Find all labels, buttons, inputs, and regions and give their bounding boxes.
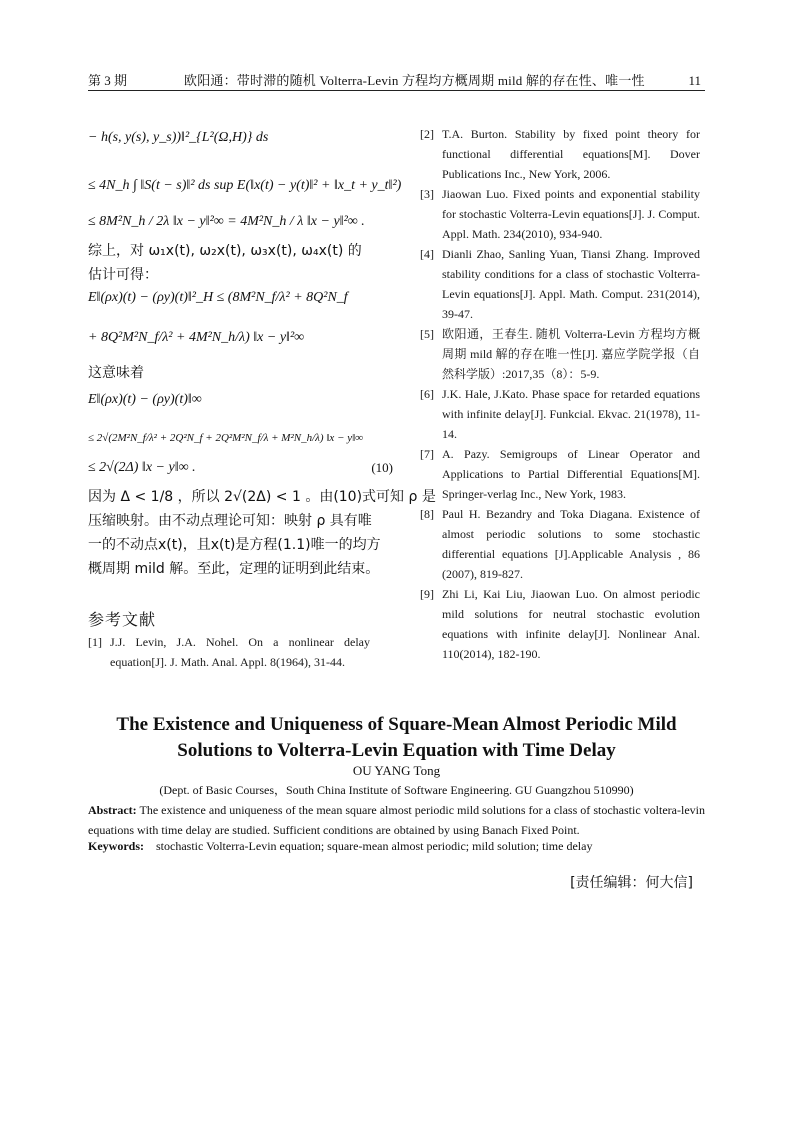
editor-note: [责任编辑：何大信] (570, 875, 693, 891)
abstract-text: The existence and uniqueness of the mean square almost periodic mild solutions for a class of stochastic voltera-levin equations with time delay are studied. Sufficient conditions are obtained by using Banach Fixed Point. (88, 803, 705, 837)
text-line-1: 综上，对 ω₁x(t), ω₂x(t), ω₃x(t), ω₄x(t) 的 (88, 243, 362, 259)
equation-line-2: ≤ 4N_h ∫ ‖S(t − s)‖² ds sup E(‖x(t) − y(t)‖² + ‖x_t + y_t‖²) (88, 178, 402, 193)
reference-item: [9] Zhi Li, Kai Liu, Jiaowan Luo. On almost periodic mild solutions for neutral stochastic evolution equations with infinite delay[J]. Nonlinear Anal. 110(2014), 182-190. (420, 587, 700, 661)
english-affiliation: (Dept. of Basic Courses，South China Institute of Software Engineering. GU Guangzhou 510990) (159, 783, 634, 797)
equation-line-4: E‖(ρx)(t) − (ρy)(t)‖²_H ≤ (8M²N_f/λ² + 8Q²N_f (88, 290, 348, 305)
english-abstract (88, 800, 705, 840)
english-author: OU YANG Tong (352, 763, 441, 778)
reference-item: [1] J.J. Levin, J.A. Nohel. On a nonlinear delay equation[J]. J. Math. Anal. Appl. 8(1964), 31-44. (88, 635, 370, 669)
text-line-2: 估计可得： (88, 267, 158, 283)
reference-item: [7] A. Pazy. Semigroups of Linear Operator and Applications to Partial Differential Equations[M]. Springer-verlag Inc., New York, 1983. (420, 447, 700, 501)
running-header (88, 72, 705, 91)
text-line-7: 概周期 mild 解。至此，定理的证明到此结束。 (88, 561, 380, 577)
text-line-3: 这意味着 (88, 365, 144, 381)
text-line-6: 一的不动点x(t)，且x(t)是方程(1.1)唯一的均方 (88, 537, 381, 553)
keywords-text: stochastic Volterra-Levin equation; square-mean almost periodic; mild solution; time delay (156, 839, 593, 853)
equation-line-1: − h(s, y(s), y_s))‖²_{L²(Ω,H)} ds (88, 130, 269, 145)
equation-line-6: E‖(ρx)(t) − (ρy)(t)‖∞ (88, 392, 202, 407)
text-line-5: 压缩映射。由不动点理论可知：映射 ρ 具有唯 (88, 513, 372, 529)
equation-number: (10) (371, 460, 393, 475)
page-number: 11 (688, 73, 701, 88)
text-line-4: 因为 Δ < 1/8 ，所以 2√(2Δ) < 1 。由(10)式可知 ρ 是 (88, 489, 436, 505)
equation-line-5: + 8Q²M²N_f/λ² + 4M²N_h/λ) ‖x − y‖²∞ (88, 330, 305, 345)
reference-item: [8] Paul H. Bezandry and Toka Diagana. Existence of almost periodic solutions to some stochastic differential equations [J].Applicable Analysis , 86 (2007), 819-827. (420, 507, 700, 581)
keywords-label: Keywords: (88, 839, 144, 853)
abstract-label: Abstract: (88, 803, 137, 817)
references-heading: 参考文献 (88, 610, 157, 629)
equation-line-8: ≤ 2√(2Δ) ‖x − y‖∞ . (10) (88, 460, 393, 475)
english-title: The Existence and Uniqueness of Square-Mean Almost Periodic Mild Solutions to Volterra-Levin Equation with Time Delay (116, 714, 677, 761)
issue-label: 第 3 期 (88, 73, 128, 88)
equation-line-3: ≤ 8M²N_h / 2λ ‖x − y‖²∞ = 4M²N_h / λ ‖x − y‖²∞ . (88, 214, 365, 229)
reference-item: [3] Jiaowan Luo. Fixed points and exponential stability for stochastic Volterra-Levin equations[J]. J. Comput. Appl. Math. 234(2010), 934-940. (420, 187, 700, 241)
reference-item: [4] Dianli Zhao, Sanling Yuan, Tiansi Zhang. Improved stability conditions for a class of stochastic Volterra-Levin equations[J]. Appl. Math. Comput. 231(2014), 39-47. (420, 247, 700, 321)
reference-item: [2] T.A. Burton. Stability by fixed point theory for functional differential equations[M]. Dover Publications Inc., New York, 2006. (420, 127, 700, 181)
reference-item: [5] 欧阳通，王春生. 随机 Volterra-Levin 方程均方概周期 mild 解的存在唯一性[J]. 嘉应学院学报（自然科学版）:2017,35（8）：5-9. (420, 327, 700, 381)
running-title: 欧阳通：带时滞的随机 Volterra-Levin 方程均方概周期 mild 解的存在性、唯一性 (184, 73, 645, 88)
english-keywords (88, 836, 705, 856)
reference-item: [6] J.K. Hale, J.Kato. Phase space for retarded equations with infinite delay[J]. Funkcial. Ekvac. 21(1978), 11-14. (420, 387, 700, 441)
equation-line-7: ≤ 2√(2M²N_f/λ² + 2Q²N_f + 2Q²M²N_f/λ + M²N_h/λ) ‖x − y‖∞ (88, 432, 364, 444)
